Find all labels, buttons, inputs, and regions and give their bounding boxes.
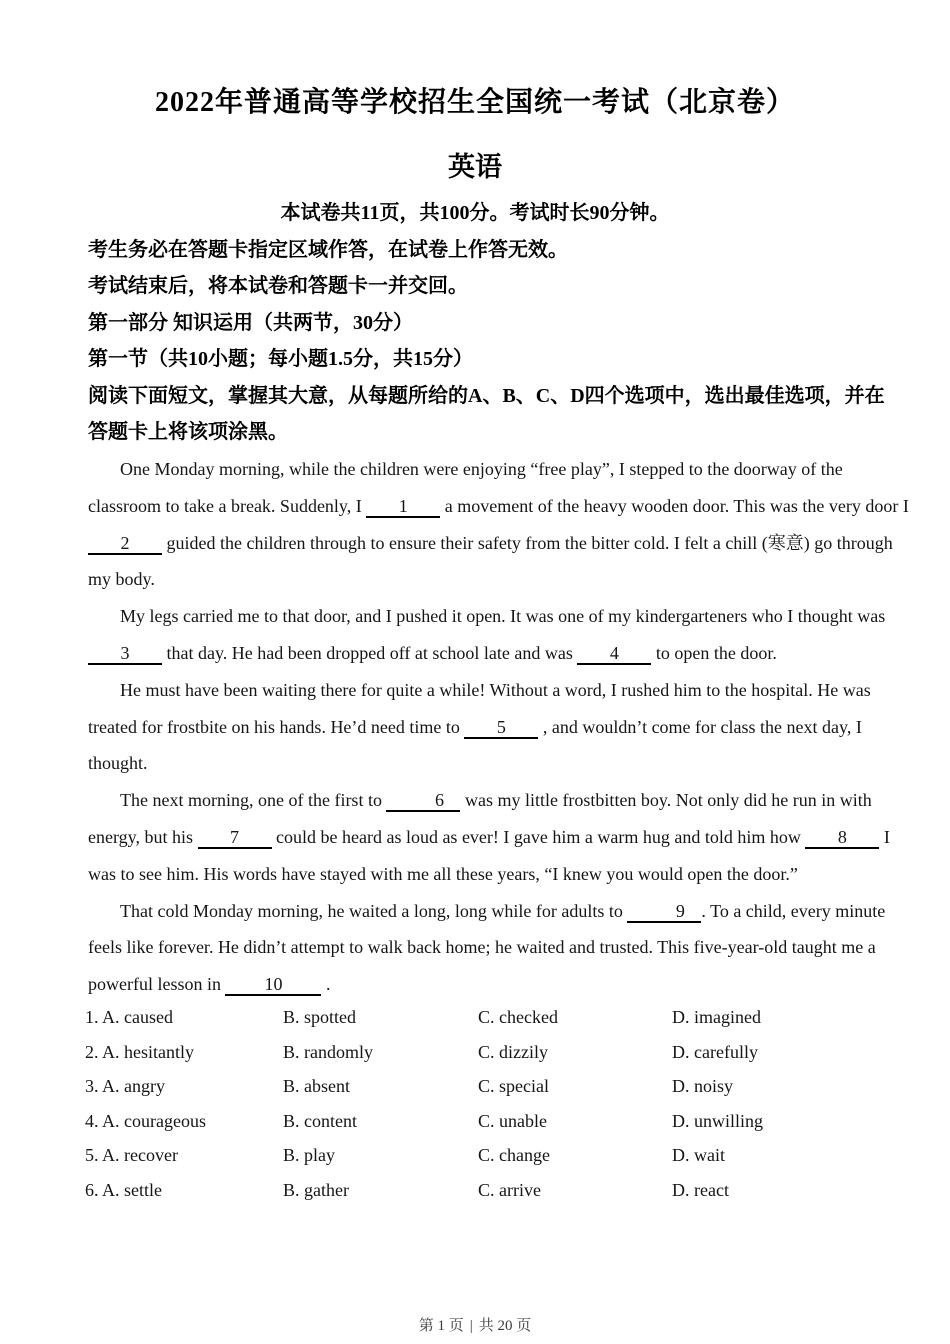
section-heading-part1: 第一部分 知识运用（共两节，30分） [88,311,413,334]
blank-10: 10 [225,974,321,996]
page-number-current: 第 1 页 [418,1318,464,1334]
passage-line: The next morning, one of the first to 6 was my little frostbitten boy. Not only did he run in with [120,790,872,811]
option-cell: C. dizzily [478,1041,548,1062]
task-direction-line-1: 阅读下面短文，掌握其大意，从每题所给的A、B、C、D四个选项中，选出最佳选项，并在 [88,384,885,407]
cloze-passage [88,451,909,1003]
blank-5: 5 [464,717,538,739]
option-cell: 3. A. angry [85,1076,165,1097]
passage-line: My legs carried me to that door, and I pushed it open. It was one of my kindergarteners who I thought was [120,606,886,627]
option-cell: 4. A. courageous [85,1110,206,1131]
blank-9: 9 [627,901,701,923]
exam-info-line: 本试卷共11页，共100分。考试时长90分钟。 [280,202,670,224]
option-cell: D. imagined [672,1007,761,1027]
passage-line: thought. [88,753,148,774]
option-cell: D. wait [672,1145,725,1166]
passage-line: He must have been waiting there for quite a while! Without a word, I rushed him to the hospital. He was [120,679,871,700]
option-cell: B. randomly [283,1041,373,1062]
option-cell: 5. A. recover [85,1145,178,1166]
option-cell: 2. A. hesitantly [85,1041,194,1062]
option-cell: B. spotted [283,1007,357,1027]
passage-line: my body. [88,569,155,590]
option-cell: B. play [283,1145,335,1166]
option-row [85,1069,885,1104]
passage-line: was to see him. His words have stayed with me all these years, “I knew you would open the door.” [88,863,798,884]
option-cell: C. checked [478,1007,558,1027]
options-table [85,1000,885,1208]
passage-line: 2 guided the children through to ensure their safety from the bitter cold. I felt a chill (寒意) go through [88,525,862,562]
option-cell: D. react [672,1179,729,1200]
blank-1: 1 [366,496,440,518]
option-cell: C. arrive [478,1179,541,1200]
option-cell: C. special [478,1076,549,1097]
exam-title: 2022年普通高等学校招生全国统一考试（北京卷） [154,87,795,118]
instruction-line-1: 考生务必在答题卡指定区域作答，在试卷上作答无效。 [88,238,568,261]
task-direction-line-2: 答题卡上将该项涂黑。 [88,421,288,443]
page-footer [0,1316,950,1336]
instructions-block [88,195,885,451]
blank-8: 8 [805,827,879,849]
passage-line: treated for frostbite on his hands. He’d need time to 5 , and wouldn’t come for class the next day, I [88,716,862,737]
option-cell: C. unable [478,1110,547,1131]
option-cell: C. change [478,1145,550,1166]
subject-title: 英语 [448,152,502,182]
blank-6: 6 [386,790,460,812]
passage-line: classroom to take a break. Suddenly, I 1 a movement of the heavy wooden door. This was the very door I [88,495,909,516]
passage-line: That cold Monday morning, he waited a long, long while for adults to 9 . To a child, every minute [120,900,886,921]
option-cell: D. carefully [672,1041,758,1062]
blank-4: 4 [577,643,651,665]
option-row [85,1173,885,1208]
option-cell: D. noisy [672,1076,734,1097]
blank-7: 7 [198,827,272,849]
option-cell: 6. A. settle [85,1179,162,1200]
option-row [85,1104,885,1139]
option-cell: D. unwilling [672,1110,764,1131]
passage-line: 3 that day. He had been dropped off at school late and was 4 to open the door. [88,635,862,672]
option-row [85,1000,885,1035]
passage-line: One Monday morning, while the children were enjoying “free play”, I stepped to the doorway of the [120,459,843,479]
option-cell: 1. A. caused [85,1007,173,1027]
blank-2: 2 [88,533,162,555]
passage-line: feels like forever. He didn’t attempt to walk back home; he waited and trusted. This five-year-old taught me a [88,937,876,958]
passage-line: energy, but his 7 could be heard as loud as ever! I gave him a warm hug and told him how 8 I [88,826,890,847]
page-number-total: 共 20 页 [478,1318,532,1334]
passage-line: powerful lesson in 10 . [88,974,331,995]
option-cell: B. gather [283,1179,349,1200]
option-cell: B. content [283,1110,357,1131]
option-row [85,1138,885,1173]
option-row [85,1035,885,1070]
option-cell: B. absent [283,1076,350,1097]
section-heading-node1: 第一节（共10小题；每小题1.5分，共15分） [88,348,473,370]
instruction-line-2: 考试结束后，将本试卷和答题卡一并交回。 [88,275,468,297]
footer-separator: | [469,1318,473,1334]
blank-3: 3 [88,643,162,665]
